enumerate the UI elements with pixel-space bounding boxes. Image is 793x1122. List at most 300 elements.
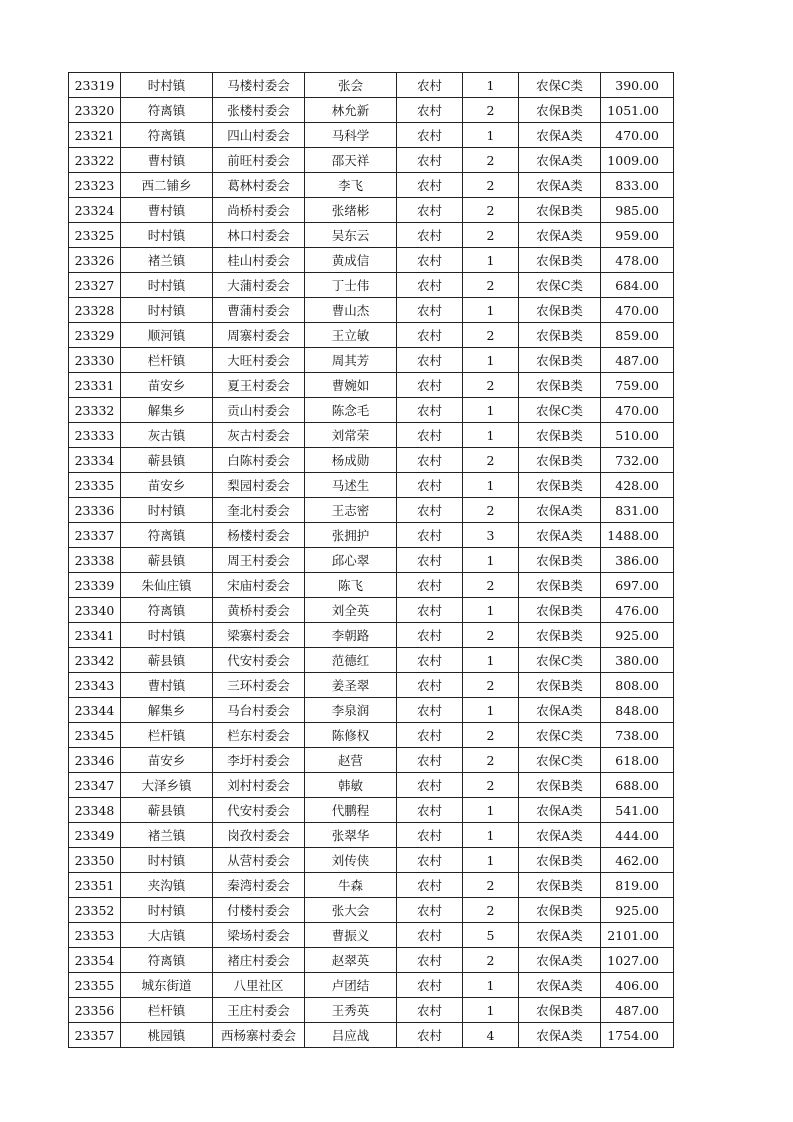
record-id-cell: 23349 <box>69 823 121 848</box>
amount-cell: 1027.00 <box>601 948 674 973</box>
category-cell: 农保B类 <box>519 423 601 448</box>
category-cell: 农保B类 <box>519 773 601 798</box>
village-committee-cell: 代安村委会 <box>213 648 305 673</box>
record-id-cell: 23345 <box>69 723 121 748</box>
amount-cell: 1488.00 <box>601 523 674 548</box>
household-count-cell: 2 <box>463 273 519 298</box>
household-count-cell: 1 <box>463 348 519 373</box>
table-row <box>69 398 674 423</box>
amount-cell: 476.00 <box>601 598 674 623</box>
town-cell: 蕲县镇 <box>121 798 213 823</box>
amount-cell: 759.00 <box>601 373 674 398</box>
household-count-cell: 1 <box>463 698 519 723</box>
category-cell: 农保A类 <box>519 123 601 148</box>
town-cell: 蕲县镇 <box>121 648 213 673</box>
area-type-cell: 农村 <box>397 623 463 648</box>
household-count-cell: 2 <box>463 448 519 473</box>
town-cell: 曹村镇 <box>121 198 213 223</box>
table-row <box>69 723 674 748</box>
record-id-cell: 23326 <box>69 248 121 273</box>
area-type-cell: 农村 <box>397 948 463 973</box>
category-cell: 农保B类 <box>519 848 601 873</box>
village-committee-cell: 栏东村委会 <box>213 723 305 748</box>
town-cell: 时村镇 <box>121 73 213 98</box>
area-type-cell: 农村 <box>397 448 463 473</box>
category-cell: 农保B类 <box>519 373 601 398</box>
area-type-cell: 农村 <box>397 798 463 823</box>
category-cell: 农保B类 <box>519 623 601 648</box>
name-cell: 陈修权 <box>305 723 397 748</box>
name-cell: 吴东云 <box>305 223 397 248</box>
amount-cell: 848.00 <box>601 698 674 723</box>
record-id-cell: 23328 <box>69 298 121 323</box>
village-committee-cell: 大蒲村委会 <box>213 273 305 298</box>
household-count-cell: 2 <box>463 173 519 198</box>
amount-cell: 732.00 <box>601 448 674 473</box>
village-committee-cell: 八里社区 <box>213 973 305 998</box>
town-cell: 栏杆镇 <box>121 348 213 373</box>
household-count-cell: 2 <box>463 573 519 598</box>
town-cell: 苗安乡 <box>121 373 213 398</box>
category-cell: 农保C类 <box>519 273 601 298</box>
name-cell: 刘传侠 <box>305 848 397 873</box>
name-cell: 曹振义 <box>305 923 397 948</box>
name-cell: 姜圣翠 <box>305 673 397 698</box>
household-count-cell: 1 <box>463 398 519 423</box>
record-id-cell: 23347 <box>69 773 121 798</box>
category-cell: 农保A类 <box>519 1023 601 1048</box>
name-cell: 王志密 <box>305 498 397 523</box>
name-cell: 吕应战 <box>305 1023 397 1048</box>
name-cell: 黄成信 <box>305 248 397 273</box>
table-row <box>69 148 674 173</box>
household-count-cell: 2 <box>463 373 519 398</box>
amount-cell: 959.00 <box>601 223 674 248</box>
table-row <box>69 773 674 798</box>
household-count-cell: 2 <box>463 98 519 123</box>
name-cell: 周其芳 <box>305 348 397 373</box>
amount-cell: 859.00 <box>601 323 674 348</box>
household-count-cell: 2 <box>463 198 519 223</box>
village-committee-cell: 桂山村委会 <box>213 248 305 273</box>
amount-cell: 487.00 <box>601 998 674 1023</box>
table-row <box>69 448 674 473</box>
category-cell: 农保A类 <box>519 923 601 948</box>
record-id-cell: 23323 <box>69 173 121 198</box>
area-type-cell: 农村 <box>397 98 463 123</box>
village-committee-cell: 曹蒲村委会 <box>213 298 305 323</box>
name-cell: 王立敏 <box>305 323 397 348</box>
table-row <box>69 823 674 848</box>
village-committee-cell: 付楼村委会 <box>213 898 305 923</box>
amount-cell: 833.00 <box>601 173 674 198</box>
town-cell: 栏杆镇 <box>121 723 213 748</box>
table-row <box>69 973 674 998</box>
household-count-cell: 2 <box>463 498 519 523</box>
table-row <box>69 1023 674 1048</box>
table-row <box>69 248 674 273</box>
village-committee-cell: 夏王村委会 <box>213 373 305 398</box>
area-type-cell: 农村 <box>397 348 463 373</box>
village-committee-cell: 白陈村委会 <box>213 448 305 473</box>
amount-cell: 985.00 <box>601 198 674 223</box>
name-cell: 邵天祥 <box>305 148 397 173</box>
village-committee-cell: 梨园村委会 <box>213 473 305 498</box>
name-cell: 林允新 <box>305 98 397 123</box>
table-row <box>69 798 674 823</box>
table-row <box>69 173 674 198</box>
village-committee-cell: 宋庙村委会 <box>213 573 305 598</box>
town-cell: 大店镇 <box>121 923 213 948</box>
household-count-cell: 1 <box>463 298 519 323</box>
village-committee-cell: 周王村委会 <box>213 548 305 573</box>
area-type-cell: 农村 <box>397 898 463 923</box>
town-cell: 苗安乡 <box>121 473 213 498</box>
record-id-cell: 23324 <box>69 198 121 223</box>
table-row <box>69 523 674 548</box>
name-cell: 张大会 <box>305 898 397 923</box>
table-row <box>69 598 674 623</box>
record-id-cell: 23332 <box>69 398 121 423</box>
category-cell: 农保C类 <box>519 723 601 748</box>
town-cell: 灰古镇 <box>121 423 213 448</box>
town-cell: 褚兰镇 <box>121 248 213 273</box>
table-row <box>69 423 674 448</box>
name-cell: 王秀英 <box>305 998 397 1023</box>
allowance-table <box>68 72 674 1048</box>
area-type-cell: 农村 <box>397 298 463 323</box>
category-cell: 农保B类 <box>519 898 601 923</box>
village-committee-cell: 西杨寨村委会 <box>213 1023 305 1048</box>
category-cell: 农保A类 <box>519 173 601 198</box>
household-count-cell: 1 <box>463 598 519 623</box>
area-type-cell: 农村 <box>397 698 463 723</box>
category-cell: 农保A类 <box>519 148 601 173</box>
village-committee-cell: 张楼村委会 <box>213 98 305 123</box>
name-cell: 张绪彬 <box>305 198 397 223</box>
record-id-cell: 23348 <box>69 798 121 823</box>
table-row <box>69 198 674 223</box>
record-id-cell: 23354 <box>69 948 121 973</box>
record-id-cell: 23342 <box>69 648 121 673</box>
village-committee-cell: 奎北村委会 <box>213 498 305 523</box>
town-cell: 时村镇 <box>121 623 213 648</box>
amount-cell: 470.00 <box>601 123 674 148</box>
record-id-cell: 23344 <box>69 698 121 723</box>
record-id-cell: 23351 <box>69 873 121 898</box>
town-cell: 符离镇 <box>121 598 213 623</box>
village-committee-cell: 杨楼村委会 <box>213 523 305 548</box>
name-cell: 马述生 <box>305 473 397 498</box>
category-cell: 农保B类 <box>519 548 601 573</box>
village-committee-cell: 岗孜村委会 <box>213 823 305 848</box>
amount-cell: 470.00 <box>601 298 674 323</box>
area-type-cell: 农村 <box>397 473 463 498</box>
area-type-cell: 农村 <box>397 123 463 148</box>
amount-cell: 831.00 <box>601 498 674 523</box>
record-id-cell: 23321 <box>69 123 121 148</box>
town-cell: 夹沟镇 <box>121 873 213 898</box>
category-cell: 农保C类 <box>519 73 601 98</box>
category-cell: 农保A类 <box>519 798 601 823</box>
name-cell: 赵翠英 <box>305 948 397 973</box>
town-cell: 符离镇 <box>121 123 213 148</box>
category-cell: 农保B类 <box>519 448 601 473</box>
village-committee-cell: 三环村委会 <box>213 673 305 698</box>
category-cell: 农保A类 <box>519 523 601 548</box>
name-cell: 韩敏 <box>305 773 397 798</box>
village-committee-cell: 四山村委会 <box>213 123 305 148</box>
area-type-cell: 农村 <box>397 773 463 798</box>
name-cell: 杨成勋 <box>305 448 397 473</box>
table-row <box>69 873 674 898</box>
area-type-cell: 农村 <box>397 273 463 298</box>
table-row <box>69 73 674 98</box>
record-id-cell: 23334 <box>69 448 121 473</box>
village-committee-cell: 大旺村委会 <box>213 348 305 373</box>
area-type-cell: 农村 <box>397 248 463 273</box>
village-committee-cell: 梁寨村委会 <box>213 623 305 648</box>
name-cell: 刘常荣 <box>305 423 397 448</box>
area-type-cell: 农村 <box>397 998 463 1023</box>
village-committee-cell: 秦湾村委会 <box>213 873 305 898</box>
household-count-cell: 1 <box>463 998 519 1023</box>
village-committee-cell: 贡山村委会 <box>213 398 305 423</box>
name-cell: 李朝路 <box>305 623 397 648</box>
area-type-cell: 农村 <box>397 223 463 248</box>
town-cell: 符离镇 <box>121 948 213 973</box>
village-committee-cell: 李圩村委会 <box>213 748 305 773</box>
amount-cell: 487.00 <box>601 348 674 373</box>
household-count-cell: 1 <box>463 823 519 848</box>
village-committee-cell: 灰古村委会 <box>213 423 305 448</box>
village-committee-cell: 尚桥村委会 <box>213 198 305 223</box>
category-cell: 农保A类 <box>519 498 601 523</box>
town-cell: 曹村镇 <box>121 673 213 698</box>
category-cell: 农保B类 <box>519 348 601 373</box>
village-committee-cell: 黄桥村委会 <box>213 598 305 623</box>
amount-cell: 697.00 <box>601 573 674 598</box>
category-cell: 农保C类 <box>519 648 601 673</box>
household-count-cell: 1 <box>463 798 519 823</box>
amount-cell: 1051.00 <box>601 98 674 123</box>
table-row <box>69 923 674 948</box>
area-type-cell: 农村 <box>397 973 463 998</box>
category-cell: 农保B类 <box>519 873 601 898</box>
area-type-cell: 农村 <box>397 823 463 848</box>
town-cell: 时村镇 <box>121 298 213 323</box>
household-count-cell: 1 <box>463 973 519 998</box>
village-committee-cell: 从营村委会 <box>213 848 305 873</box>
table-row <box>69 548 674 573</box>
table-row <box>69 323 674 348</box>
amount-cell: 2101.00 <box>601 923 674 948</box>
town-cell: 解集乡 <box>121 398 213 423</box>
table-row <box>69 848 674 873</box>
record-id-cell: 23341 <box>69 623 121 648</box>
household-count-cell: 2 <box>463 623 519 648</box>
category-cell: 农保A类 <box>519 223 601 248</box>
table-row <box>69 998 674 1023</box>
amount-cell: 1009.00 <box>601 148 674 173</box>
table-row <box>69 223 674 248</box>
name-cell: 范德红 <box>305 648 397 673</box>
town-cell: 城东街道 <box>121 973 213 998</box>
record-id-cell: 23343 <box>69 673 121 698</box>
area-type-cell: 农村 <box>397 323 463 348</box>
record-id-cell: 23350 <box>69 848 121 873</box>
amount-cell: 1754.00 <box>601 1023 674 1048</box>
household-count-cell: 2 <box>463 723 519 748</box>
town-cell: 时村镇 <box>121 848 213 873</box>
area-type-cell: 农村 <box>397 148 463 173</box>
village-committee-cell: 代安村委会 <box>213 798 305 823</box>
amount-cell: 688.00 <box>601 773 674 798</box>
record-id-cell: 23339 <box>69 573 121 598</box>
name-cell: 陈念毛 <box>305 398 397 423</box>
name-cell: 赵营 <box>305 748 397 773</box>
village-committee-cell: 前旺村委会 <box>213 148 305 173</box>
record-id-cell: 23356 <box>69 998 121 1023</box>
table-row <box>69 373 674 398</box>
table-row <box>69 498 674 523</box>
amount-cell: 462.00 <box>601 848 674 873</box>
village-committee-cell: 葛林村委会 <box>213 173 305 198</box>
category-cell: 农保B类 <box>519 998 601 1023</box>
town-cell: 符离镇 <box>121 523 213 548</box>
category-cell: 农保A类 <box>519 698 601 723</box>
town-cell: 时村镇 <box>121 223 213 248</box>
amount-cell: 380.00 <box>601 648 674 673</box>
name-cell: 陈飞 <box>305 573 397 598</box>
table-row <box>69 98 674 123</box>
amount-cell: 684.00 <box>601 273 674 298</box>
table-row <box>69 273 674 298</box>
name-cell: 李泉润 <box>305 698 397 723</box>
name-cell: 曹婉如 <box>305 373 397 398</box>
village-committee-cell: 马台村委会 <box>213 698 305 723</box>
table-row <box>69 948 674 973</box>
amount-cell: 406.00 <box>601 973 674 998</box>
table-row <box>69 748 674 773</box>
record-id-cell: 23325 <box>69 223 121 248</box>
table-row <box>69 348 674 373</box>
town-cell: 桃园镇 <box>121 1023 213 1048</box>
household-count-cell: 5 <box>463 923 519 948</box>
household-count-cell: 1 <box>463 123 519 148</box>
amount-cell: 541.00 <box>601 798 674 823</box>
area-type-cell: 农村 <box>397 373 463 398</box>
area-type-cell: 农村 <box>397 848 463 873</box>
category-cell: 农保B类 <box>519 598 601 623</box>
record-id-cell: 23337 <box>69 523 121 548</box>
household-count-cell: 1 <box>463 248 519 273</box>
amount-cell: 386.00 <box>601 548 674 573</box>
area-type-cell: 农村 <box>397 73 463 98</box>
household-count-cell: 2 <box>463 948 519 973</box>
household-count-cell: 4 <box>463 1023 519 1048</box>
household-count-cell: 2 <box>463 673 519 698</box>
name-cell: 代鹏程 <box>305 798 397 823</box>
record-id-cell: 23338 <box>69 548 121 573</box>
area-type-cell: 农村 <box>397 648 463 673</box>
village-committee-cell: 王庄村委会 <box>213 998 305 1023</box>
village-committee-cell: 马楼村委会 <box>213 73 305 98</box>
category-cell: 农保A类 <box>519 973 601 998</box>
amount-cell: 390.00 <box>601 73 674 98</box>
area-type-cell: 农村 <box>397 548 463 573</box>
record-id-cell: 23333 <box>69 423 121 448</box>
record-id-cell: 23353 <box>69 923 121 948</box>
category-cell: 农保B类 <box>519 298 601 323</box>
town-cell: 蕲县镇 <box>121 548 213 573</box>
household-count-cell: 2 <box>463 323 519 348</box>
table-row <box>69 673 674 698</box>
record-id-cell: 23346 <box>69 748 121 773</box>
record-id-cell: 23320 <box>69 98 121 123</box>
household-count-cell: 1 <box>463 548 519 573</box>
town-cell: 朱仙庄镇 <box>121 573 213 598</box>
area-type-cell: 农村 <box>397 1023 463 1048</box>
area-type-cell: 农村 <box>397 198 463 223</box>
area-type-cell: 农村 <box>397 173 463 198</box>
table-row <box>69 298 674 323</box>
category-cell: 农保B类 <box>519 98 601 123</box>
table-row <box>69 573 674 598</box>
amount-cell: 618.00 <box>601 748 674 773</box>
name-cell: 曹山杰 <box>305 298 397 323</box>
name-cell: 李飞 <box>305 173 397 198</box>
town-cell: 顺河镇 <box>121 323 213 348</box>
area-type-cell: 农村 <box>397 573 463 598</box>
area-type-cell: 农村 <box>397 398 463 423</box>
category-cell: 农保A类 <box>519 823 601 848</box>
area-type-cell: 农村 <box>397 498 463 523</box>
record-id-cell: 23329 <box>69 323 121 348</box>
category-cell: 农保A类 <box>519 948 601 973</box>
household-count-cell: 2 <box>463 873 519 898</box>
amount-cell: 428.00 <box>601 473 674 498</box>
amount-cell: 470.00 <box>601 398 674 423</box>
name-cell: 刘全英 <box>305 598 397 623</box>
table-row <box>69 648 674 673</box>
household-count-cell: 2 <box>463 773 519 798</box>
name-cell: 张会 <box>305 73 397 98</box>
area-type-cell: 农村 <box>397 873 463 898</box>
amount-cell: 738.00 <box>601 723 674 748</box>
category-cell: 农保B类 <box>519 198 601 223</box>
record-id-cell: 23336 <box>69 498 121 523</box>
table-row <box>69 623 674 648</box>
area-type-cell: 农村 <box>397 598 463 623</box>
record-id-cell: 23331 <box>69 373 121 398</box>
town-cell: 时村镇 <box>121 898 213 923</box>
town-cell: 蕲县镇 <box>121 448 213 473</box>
village-committee-cell: 梁场村委会 <box>213 923 305 948</box>
town-cell: 时村镇 <box>121 498 213 523</box>
area-type-cell: 农村 <box>397 523 463 548</box>
village-committee-cell: 周寨村委会 <box>213 323 305 348</box>
category-cell: 农保B类 <box>519 323 601 348</box>
category-cell: 农保B类 <box>519 573 601 598</box>
name-cell: 张拥护 <box>305 523 397 548</box>
village-committee-cell: 林口村委会 <box>213 223 305 248</box>
record-id-cell: 23335 <box>69 473 121 498</box>
record-id-cell: 23340 <box>69 598 121 623</box>
town-cell: 曹村镇 <box>121 148 213 173</box>
category-cell: 农保B类 <box>519 473 601 498</box>
household-count-cell: 1 <box>463 848 519 873</box>
